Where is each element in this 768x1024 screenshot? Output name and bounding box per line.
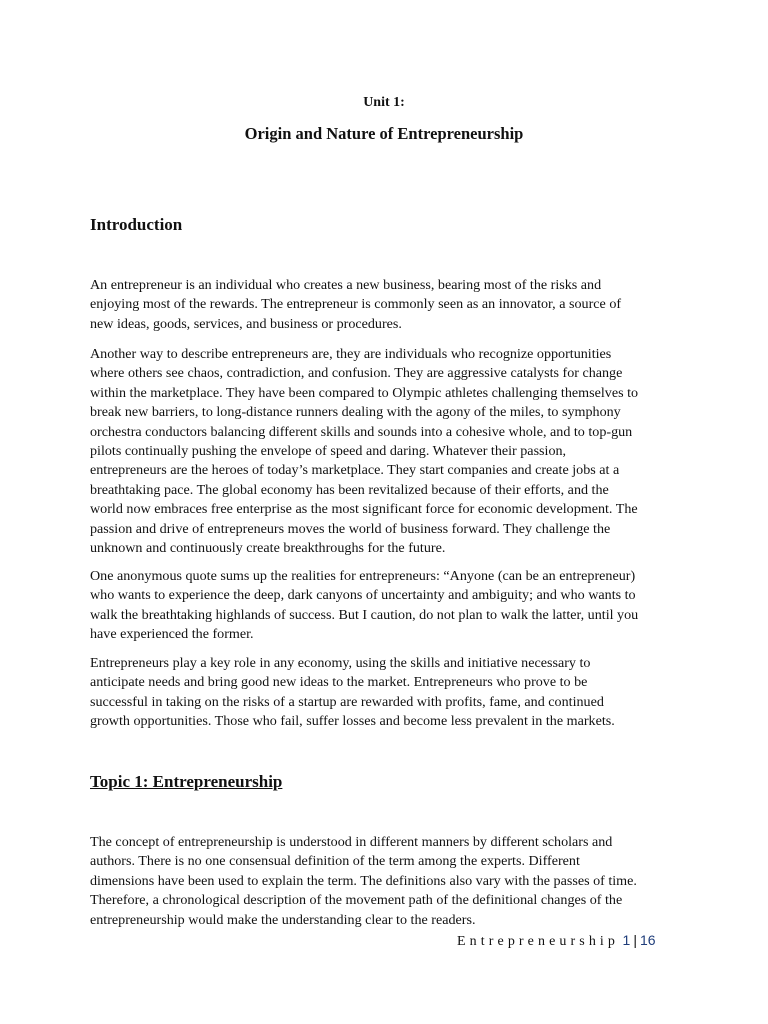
text-line: walk the breathtaking highlands of success. But I caution, do not plan to walk the latter, until you: [90, 606, 639, 623]
intro-paragraph-1: [90, 276, 685, 334]
page-number: 1: [622, 932, 631, 948]
text-line: break new barriers, to long-distance runners dealing with the agony of the miles, to symphony: [90, 404, 621, 421]
introduction-heading: Introduction: [90, 215, 183, 234]
text-line: entrepreneurs are the heroes of today’s marketplace. They start companies and create jobs at a: [90, 462, 620, 479]
topic-1-heading: Topic 1: Entrepreneurship: [90, 772, 283, 791]
text-line: successful in taking on the risks of a startup are rewarded with profits, fame, and continued: [90, 693, 604, 710]
text-line: within the marketplace. They have been compared to Olympic athletes challenging themselves to: [90, 384, 639, 401]
text-line: One anonymous quote sums up the realities for entrepreneurs: “Anyone (can be an entrepreneur): [90, 568, 636, 584]
text-line: authors. There is no one consensual definition of the term among the experts. Different: [90, 853, 580, 870]
text-line: who wants to experience the deep, dark canyons of uncertainty and ambiguity; and who wants to: [90, 587, 636, 604]
text-line: orchestra conductors balancing different skills and sounds into a cohesive whole, and to top-gun: [90, 423, 633, 440]
text-line: enjoying most of the rewards. The entrepreneur is commonly seen as an innovator, a source of: [90, 296, 622, 313]
topic-1-paragraph-1: [90, 833, 685, 930]
text-line: unknown and continuously create breakthroughs for the future.: [90, 540, 446, 557]
text-line: breathtaking pace. The global economy has been revitalized because of their efforts, and the: [90, 481, 609, 498]
text-line: Therefore, a chronological description of the movement path of the definitional changes of the: [90, 892, 623, 909]
text-line: passion and drive of entrepreneurs moves the world of business forward. They challenge the: [90, 520, 611, 537]
running-title: Entrepreneurship: [457, 934, 620, 949]
unit-label: Unit 1:: [363, 95, 405, 110]
text-line: anticipate needs and bring good new ideas to the market. Entrepreneurs who prove to be: [90, 674, 588, 691]
text-line: have experienced the former.: [90, 626, 254, 643]
text-line: where others see chaos, contradiction, and confusion. They are aggressive catalysts for change: [90, 365, 623, 382]
intro-paragraph-4: [90, 654, 685, 732]
text-line: new ideas, goods, services, and business or procedures.: [90, 315, 402, 332]
text-line: Another way to describe entrepreneurs are, they are individuals who recognize opportunities: [90, 346, 612, 362]
text-line: pilots continually pushing the envelope of speed and daring. Whatever their passion,: [90, 443, 567, 460]
unit-title: Origin and Nature of Entrepreneurship: [244, 124, 524, 143]
intro-paragraph-2: [90, 345, 685, 558]
intro-paragraph-3: [90, 567, 685, 645]
text-line: world now embraces free enterprise as the most significant force for economic development. The: [90, 501, 638, 518]
text-line: growth opportunities. Those who fail, suffer losses and become less prevalent in the markets.: [90, 713, 615, 730]
text-line: dimensions have been used to explain the term. The definitions also vary with the passes of time.: [90, 872, 637, 889]
page-separator: |: [633, 932, 637, 948]
text-line: An entrepreneur is an individual who creates a new business, bearing most of the risks and: [90, 277, 602, 293]
text-line: entrepreneurship would make the understanding clear to the readers.: [90, 911, 476, 928]
text-line: The concept of entrepreneurship is understood in different manners by different scholars and: [90, 834, 613, 850]
total-pages: 16: [639, 932, 656, 948]
text-line: Entrepreneurs play a key role in any economy, using the skills and initiative necessary to: [90, 655, 591, 671]
page-footer: [457, 930, 656, 952]
